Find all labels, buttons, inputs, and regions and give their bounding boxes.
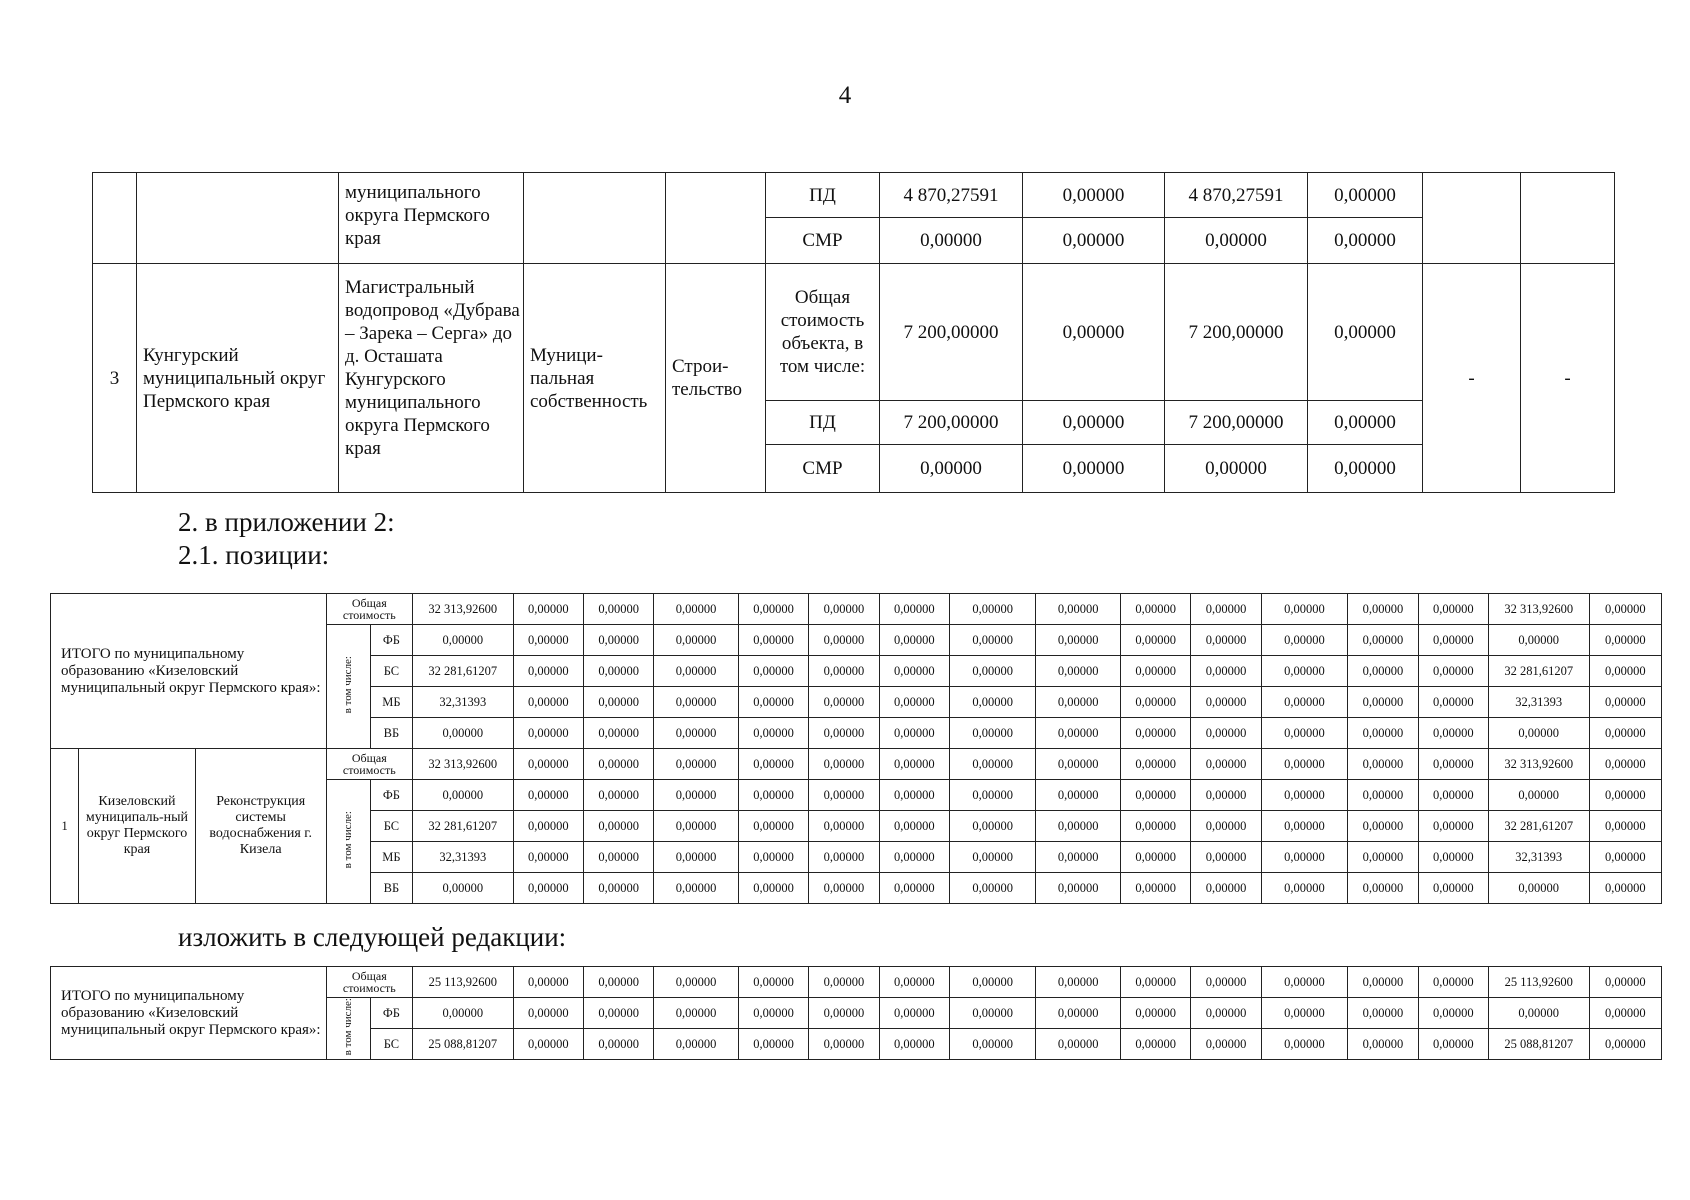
source-label: БС — [370, 1029, 412, 1060]
value-cell: 0,00000 — [1308, 173, 1423, 218]
value-cell: 0,00000 — [1261, 811, 1347, 842]
value-cell: 0,00000 — [950, 811, 1036, 842]
value-cell: 0,00000 — [738, 656, 808, 687]
vertical-label: в том числе: — [342, 811, 355, 869]
value-cell: 0,00000 — [879, 842, 949, 873]
value-cell: 0,00000 — [1348, 967, 1418, 998]
value-cell: 0,00000 — [1589, 842, 1661, 873]
value-cell: 32 313,92600 — [413, 594, 514, 625]
value-cell: 0,00000 — [1488, 625, 1589, 656]
value-cell: 0,00000 — [583, 656, 653, 687]
value-cell: 0,00000 — [1418, 1029, 1488, 1060]
value-cell: 0,00000 — [1036, 749, 1120, 780]
pd-label: ПД — [766, 401, 880, 445]
vertical-label-cell — [326, 780, 370, 904]
value-cell: 0,00000 — [654, 718, 738, 749]
source-label: ФБ — [370, 780, 412, 811]
value-cell: 32 281,61207 — [1488, 656, 1589, 687]
value-cell: 0,00000 — [1120, 873, 1190, 904]
value-cell: 0,00000 — [1036, 967, 1120, 998]
value-cell: 0,00000 — [513, 687, 583, 718]
value-cell: 0,00000 — [413, 780, 514, 811]
dash-cell: - — [1423, 264, 1521, 493]
value-cell: 0,00000 — [1589, 873, 1661, 904]
value-cell: 0,00000 — [1120, 811, 1190, 842]
dash-cell: - — [1521, 264, 1615, 493]
value-cell: 0,00000 — [950, 656, 1036, 687]
value-cell: 0,00000 — [738, 749, 808, 780]
value-cell: 0,00000 — [1261, 718, 1347, 749]
value-cell: 0,00000 — [1348, 780, 1418, 811]
source-label: ФБ — [370, 625, 412, 656]
value-cell: 0,00000 — [950, 594, 1036, 625]
value-cell: 32,31393 — [413, 842, 514, 873]
value-cell: 0,00000 — [809, 687, 879, 718]
value-cell: 0,00000 — [1589, 811, 1661, 842]
value-cell: 0,00000 — [1261, 998, 1347, 1029]
value-cell: 0,00000 — [1418, 749, 1488, 780]
value-cell: 0,00000 — [879, 1029, 949, 1060]
value-cell: 0,00000 — [1023, 445, 1165, 493]
value-cell: 0,00000 — [583, 873, 653, 904]
value-cell: 0,00000 — [1036, 718, 1120, 749]
value-cell: 0,00000 — [1418, 873, 1488, 904]
value-cell: 0,00000 — [1120, 656, 1190, 687]
value-cell: 0,00000 — [809, 967, 879, 998]
table-row — [51, 594, 1662, 625]
value-cell: 0,00000 — [1589, 594, 1661, 625]
value-cell: 0,00000 — [1348, 656, 1418, 687]
value-cell: 0,00000 — [950, 749, 1036, 780]
value-cell: 0,00000 — [1589, 656, 1661, 687]
value-cell: 32,31393 — [413, 687, 514, 718]
value-cell: 0,00000 — [413, 998, 514, 1029]
value-cell: 0,00000 — [738, 780, 808, 811]
value-cell: 0,00000 — [1191, 749, 1261, 780]
value-cell: 0,00000 — [654, 780, 738, 811]
value-cell: 0,00000 — [950, 967, 1036, 998]
value-cell: 0,00000 — [1348, 749, 1418, 780]
value-cell: 0,00000 — [513, 998, 583, 1029]
value-cell: 25 113,92600 — [1488, 967, 1589, 998]
value-cell: 0,00000 — [513, 873, 583, 904]
value-cell: 0,00000 — [654, 594, 738, 625]
value-cell: 0,00000 — [1191, 967, 1261, 998]
total-label: Общая стоимость — [326, 749, 412, 780]
vertical-label: в том числе: — [342, 998, 355, 1056]
value-cell: 0,00000 — [879, 687, 949, 718]
table-row — [51, 749, 1662, 780]
value-cell: 0,00000 — [809, 998, 879, 1029]
value-cell: 0,00000 — [879, 967, 949, 998]
value-cell: 0,00000 — [1191, 594, 1261, 625]
value-cell: 0,00000 — [1191, 811, 1261, 842]
value-cell: 0,00000 — [950, 625, 1036, 656]
value-cell: 0,00000 — [1120, 780, 1190, 811]
value-cell: 0,00000 — [583, 998, 653, 1029]
value-cell: 0,00000 — [1261, 625, 1347, 656]
value-cell: 0,00000 — [654, 842, 738, 873]
value-cell: 0,00000 — [1348, 594, 1418, 625]
value-cell: 0,00000 — [413, 873, 514, 904]
value-cell: 0,00000 — [809, 656, 879, 687]
value-cell: 0,00000 — [513, 811, 583, 842]
value-cell: 0,00000 — [809, 873, 879, 904]
value-cell: 0,00000 — [879, 998, 949, 1029]
value-cell: 0,00000 — [1589, 718, 1661, 749]
source-label: МБ — [370, 687, 412, 718]
value-cell: 0,00000 — [809, 1029, 879, 1060]
source-label: ФБ — [370, 998, 412, 1029]
value-cell: 0,00000 — [879, 873, 949, 904]
value-cell: 0,00000 — [1261, 749, 1347, 780]
value-cell: 0,00000 — [738, 687, 808, 718]
value-cell: 32 281,61207 — [413, 811, 514, 842]
value-cell: 0,00000 — [950, 998, 1036, 1029]
value-cell: 0,00000 — [1348, 718, 1418, 749]
table-new-edition — [50, 966, 1662, 1060]
value-cell: 0,00000 — [1120, 842, 1190, 873]
value-cell: 0,00000 — [1036, 998, 1120, 1029]
value-cell: 0,00000 — [1120, 967, 1190, 998]
value-cell: 0,00000 — [879, 811, 949, 842]
value-cell: 0,00000 — [1418, 780, 1488, 811]
value-cell: 0,00000 — [1120, 687, 1190, 718]
ownership: Муници-пальная собственность — [524, 264, 666, 493]
value-cell: 0,00000 — [1308, 401, 1423, 445]
value-cell: 0,00000 — [1036, 594, 1120, 625]
value-cell: 0,00000 — [1261, 1029, 1347, 1060]
value-cell: 0,00000 — [738, 873, 808, 904]
value-cell: 0,00000 — [583, 625, 653, 656]
value-cell: 0,00000 — [583, 718, 653, 749]
value-cell: 0,00000 — [879, 594, 949, 625]
object-name: Реконструкция системы водоснабжения г. Кизела — [195, 749, 326, 904]
table-row — [51, 967, 1662, 998]
value-cell: 0,00000 — [1418, 998, 1488, 1029]
value-cell: 0,00000 — [1348, 811, 1418, 842]
value-cell: 32 313,92600 — [413, 749, 514, 780]
value-cell: 7 200,00000 — [880, 401, 1023, 445]
vertical-label-cell — [326, 998, 370, 1060]
value-cell: 0,00000 — [654, 625, 738, 656]
value-cell: 0,00000 — [1036, 1029, 1120, 1060]
table-objects — [92, 172, 1615, 493]
value-cell: 0,00000 — [1036, 842, 1120, 873]
object-name: муниципального округа Пермского края — [339, 173, 524, 264]
value-cell: 0,00000 — [809, 749, 879, 780]
value-cell: 0,00000 — [809, 594, 879, 625]
value-cell: 0,00000 — [513, 656, 583, 687]
value-cell: 0,00000 — [738, 718, 808, 749]
value-cell: 0,00000 — [1036, 625, 1120, 656]
value-cell: 0,00000 — [1191, 998, 1261, 1029]
value-cell: 0,00000 — [583, 594, 653, 625]
value-cell: 0,00000 — [1261, 967, 1347, 998]
value-cell: 0,00000 — [1418, 594, 1488, 625]
smr-label: СМР — [766, 445, 880, 493]
value-cell: 0,00000 — [583, 749, 653, 780]
value-cell: 0,00000 — [1589, 1029, 1661, 1060]
value-cell: 0,00000 — [1261, 780, 1347, 811]
source-label: БС — [370, 811, 412, 842]
value-cell: 0,00000 — [654, 1029, 738, 1060]
source-label: ВБ — [370, 873, 412, 904]
value-cell: 0,00000 — [1348, 873, 1418, 904]
value-cell: 0,00000 — [654, 656, 738, 687]
value-cell: 0,00000 — [513, 842, 583, 873]
value-cell: 0,00000 — [654, 811, 738, 842]
value-cell: 0,00000 — [1589, 998, 1661, 1029]
value-cell: 0,00000 — [1120, 625, 1190, 656]
value-cell: 0,00000 — [1165, 445, 1308, 493]
value-cell: 7 200,00000 — [1165, 264, 1308, 401]
value-cell: 0,00000 — [1191, 718, 1261, 749]
value-cell: 0,00000 — [1036, 780, 1120, 811]
value-cell: 0,00000 — [1036, 687, 1120, 718]
value-cell: 0,00000 — [1308, 264, 1423, 401]
value-cell: 0,00000 — [738, 998, 808, 1029]
value-cell: 0,00000 — [583, 1029, 653, 1060]
total-label: Общая стоимость — [326, 967, 412, 998]
value-cell: 32 281,61207 — [1488, 811, 1589, 842]
smr-label: СМР — [766, 218, 880, 264]
value-cell: 0,00000 — [738, 625, 808, 656]
value-cell: 32 313,92600 — [1488, 749, 1589, 780]
value-cell: 0,00000 — [1348, 1029, 1418, 1060]
value-cell: 0,00000 — [880, 218, 1023, 264]
value-cell: 0,00000 — [1418, 967, 1488, 998]
total-label: Общая стоимость объекта, в том числе: — [766, 264, 880, 401]
value-cell: 0,00000 — [654, 749, 738, 780]
source-label: МБ — [370, 842, 412, 873]
value-cell: 0,00000 — [1308, 445, 1423, 493]
itogo-label: ИТОГО по муниципальному образованию «Кизеловский муниципальный округ Пермского края»: — [51, 967, 327, 1060]
value-cell: 0,00000 — [1488, 780, 1589, 811]
value-cell: 0,00000 — [583, 967, 653, 998]
value-cell: 0,00000 — [1418, 842, 1488, 873]
pd-label: ПД — [766, 173, 880, 218]
value-cell: 0,00000 — [950, 842, 1036, 873]
value-cell: 0,00000 — [879, 625, 949, 656]
value-cell: 0,00000 — [1191, 842, 1261, 873]
source-label: ВБ — [370, 718, 412, 749]
value-cell: 0,00000 — [1418, 718, 1488, 749]
value-cell: 0,00000 — [583, 687, 653, 718]
page-number: 4 — [838, 82, 852, 109]
value-cell: 0,00000 — [879, 718, 949, 749]
value-cell: 0,00000 — [1023, 173, 1165, 218]
value-cell: 0,00000 — [513, 625, 583, 656]
value-cell: 0,00000 — [1023, 218, 1165, 264]
value-cell: 0,00000 — [1589, 967, 1661, 998]
value-cell: 0,00000 — [809, 842, 879, 873]
value-cell: 0,00000 — [950, 687, 1036, 718]
value-cell: 0,00000 — [1348, 687, 1418, 718]
value-cell: 0,00000 — [1261, 687, 1347, 718]
value-cell: 0,00000 — [513, 780, 583, 811]
work-type: Строи-тельство — [666, 264, 766, 493]
value-cell: 32 281,61207 — [413, 656, 514, 687]
object-name: Магистральный водопровод «Дубрава – Зарека – Серга» до д. Осташата Кунгурского муниципального округа Пермского края — [339, 264, 524, 493]
value-cell: 0,00000 — [1120, 998, 1190, 1029]
value-cell: 0,00000 — [738, 811, 808, 842]
value-cell: 0,00000 — [583, 842, 653, 873]
value-cell: 0,00000 — [654, 873, 738, 904]
value-cell: 0,00000 — [809, 780, 879, 811]
value-cell: 0,00000 — [809, 625, 879, 656]
value-cell: 0,00000 — [1589, 780, 1661, 811]
value-cell: 0,00000 — [1589, 625, 1661, 656]
value-cell: 0,00000 — [1308, 218, 1423, 264]
value-cell: 0,00000 — [654, 687, 738, 718]
value-cell: 0,00000 — [738, 594, 808, 625]
value-cell: 0,00000 — [1418, 687, 1488, 718]
value-cell: 0,00000 — [513, 1029, 583, 1060]
value-cell: 0,00000 — [513, 749, 583, 780]
value-cell: 0,00000 — [1488, 873, 1589, 904]
value-cell: 0,00000 — [738, 842, 808, 873]
section-heading: изложить в следующей редакции: — [178, 922, 567, 952]
value-cell: 0,00000 — [513, 594, 583, 625]
value-cell: 32 313,92600 — [1488, 594, 1589, 625]
value-cell: 0,00000 — [1120, 1029, 1190, 1060]
value-cell: 0,00000 — [1261, 873, 1347, 904]
value-cell: 0,00000 — [1023, 401, 1165, 445]
vertical-label-cell — [326, 625, 370, 749]
value-cell: 0,00000 — [1036, 873, 1120, 904]
value-cell: 32,31393 — [1488, 842, 1589, 873]
value-cell: 25 088,81207 — [1488, 1029, 1589, 1060]
value-cell: 0,00000 — [1488, 718, 1589, 749]
value-cell: 0,00000 — [1191, 1029, 1261, 1060]
row-number: 1 — [51, 749, 79, 904]
value-cell: 0,00000 — [1191, 873, 1261, 904]
value-cell: 25 088,81207 — [413, 1029, 514, 1060]
value-cell: 0,00000 — [413, 625, 514, 656]
vertical-label: в том числе: — [342, 656, 355, 714]
row-number: 3 — [93, 264, 137, 493]
value-cell: 0,00000 — [513, 967, 583, 998]
section-heading: 2.1. позиции: — [178, 540, 330, 570]
table-row — [93, 264, 1615, 401]
value-cell: 0,00000 — [413, 718, 514, 749]
value-cell: 0,00000 — [583, 780, 653, 811]
value-cell: 0,00000 — [1165, 218, 1308, 264]
value-cell: 0,00000 — [1261, 594, 1347, 625]
value-cell: 0,00000 — [809, 811, 879, 842]
value-cell: 0,00000 — [1191, 687, 1261, 718]
value-cell: 0,00000 — [738, 1029, 808, 1060]
value-cell: 0,00000 — [1036, 656, 1120, 687]
value-cell: 0,00000 — [1589, 749, 1661, 780]
value-cell: 0,00000 — [1418, 811, 1488, 842]
value-cell: 0,00000 — [880, 445, 1023, 493]
value-cell: 0,00000 — [1348, 842, 1418, 873]
value-cell: 0,00000 — [1348, 625, 1418, 656]
value-cell: 0,00000 — [1348, 998, 1418, 1029]
itogo-label: ИТОГО по муниципальному образованию «Кизеловский муниципальный округ Пермского края»: — [51, 594, 327, 749]
value-cell: 0,00000 — [1488, 998, 1589, 1029]
source-label: БС — [370, 656, 412, 687]
total-label: Общая стоимость — [326, 594, 412, 625]
value-cell: 7 200,00000 — [1165, 401, 1308, 445]
value-cell: 0,00000 — [1120, 718, 1190, 749]
value-cell: 0,00000 — [950, 718, 1036, 749]
value-cell: 0,00000 — [1261, 842, 1347, 873]
value-cell: 4 870,27591 — [880, 173, 1023, 218]
value-cell: 0,00000 — [879, 656, 949, 687]
value-cell: 0,00000 — [654, 998, 738, 1029]
value-cell: 0,00000 — [809, 718, 879, 749]
value-cell: 0,00000 — [1191, 656, 1261, 687]
value-cell: 0,00000 — [1191, 780, 1261, 811]
value-cell: 0,00000 — [1023, 264, 1165, 401]
value-cell: 0,00000 — [583, 811, 653, 842]
value-cell: 0,00000 — [879, 780, 949, 811]
municipality-name: Кунгурский муниципальный округ Пермского края — [137, 264, 339, 493]
section-heading: 2. в приложении 2: — [178, 507, 395, 537]
value-cell: 0,00000 — [1036, 811, 1120, 842]
value-cell: 0,00000 — [513, 718, 583, 749]
municipality-name: Кизеловский муниципаль-ный округ Пермского края — [79, 749, 196, 904]
table-positions — [50, 593, 1662, 904]
value-cell: 25 113,92600 — [413, 967, 514, 998]
value-cell: 32,31393 — [1488, 687, 1589, 718]
value-cell: 0,00000 — [950, 1029, 1036, 1060]
value-cell: 0,00000 — [879, 749, 949, 780]
value-cell: 0,00000 — [1418, 656, 1488, 687]
value-cell: 0,00000 — [1120, 594, 1190, 625]
value-cell: 0,00000 — [654, 967, 738, 998]
table-row — [93, 173, 1615, 218]
value-cell: 7 200,00000 — [880, 264, 1023, 401]
value-cell: 0,00000 — [1261, 656, 1347, 687]
value-cell: 0,00000 — [738, 967, 808, 998]
value-cell: 0,00000 — [1589, 687, 1661, 718]
value-cell: 0,00000 — [1120, 749, 1190, 780]
value-cell: 0,00000 — [950, 873, 1036, 904]
value-cell: 0,00000 — [950, 780, 1036, 811]
value-cell: 0,00000 — [1191, 625, 1261, 656]
value-cell: 0,00000 — [1418, 625, 1488, 656]
value-cell: 4 870,27591 — [1165, 173, 1308, 218]
